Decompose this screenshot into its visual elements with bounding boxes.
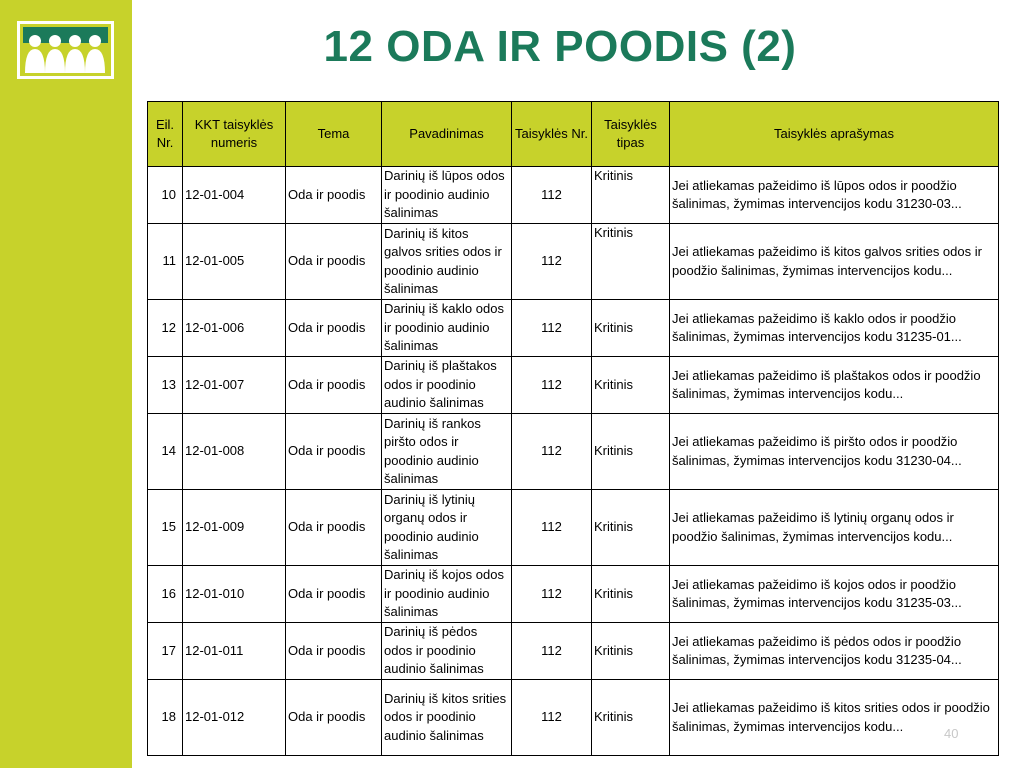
cell-rule-type: Kritinis <box>592 680 670 756</box>
cell-description: Jei atliekamas pažeidimo iš pėdos odos ir poodžio šalinimas, žymimas intervencijos kodu 31235-04... <box>670 623 999 680</box>
cell-pavadinimas: Darinių iš rankos piršto odos ir poodinio audinio šalinimas <box>382 414 512 490</box>
cell-rule-nr: 112 <box>512 623 592 680</box>
cell-eil: 16 <box>148 566 183 623</box>
header-rule-description: Taisyklės aprašymas <box>670 102 999 167</box>
table-row <box>148 414 999 490</box>
cell-kkt: 12-01-009 <box>183 490 286 566</box>
cell-tema: Oda ir poodis <box>286 357 382 414</box>
cell-rule-nr: 112 <box>512 357 592 414</box>
page-number: 40 <box>944 726 959 741</box>
cell-eil: 12 <box>148 300 183 357</box>
cell-rule-nr: 112 <box>512 414 592 490</box>
cell-eil: 15 <box>148 490 183 566</box>
cell-rule-type: Kritinis <box>592 623 670 680</box>
header-tema: Tema <box>286 102 382 167</box>
cell-kkt: 12-01-008 <box>183 414 286 490</box>
cell-eil: 14 <box>148 414 183 490</box>
cell-pavadinimas: Darinių iš kitos srities odos ir poodinio audinio šalinimas <box>382 680 512 756</box>
cell-pavadinimas: Darinių iš kitos galvos srities odos ir poodinio audinio šalinimas <box>382 224 512 300</box>
header-eil-nr: Eil. Nr. <box>148 102 183 167</box>
cell-rule-nr: 112 <box>512 224 592 300</box>
cell-eil: 11 <box>148 224 183 300</box>
cell-kkt: 12-01-005 <box>183 224 286 300</box>
cell-pavadinimas: Darinių iš pėdos odos ir poodinio audinio šalinimas <box>382 623 512 680</box>
cell-tema: Oda ir poodis <box>286 300 382 357</box>
cell-rule-nr: 112 <box>512 490 592 566</box>
cell-rule-type: Kritinis <box>592 300 670 357</box>
cell-rule-nr: 112 <box>512 167 592 224</box>
cell-rule-type: Kritinis <box>592 566 670 623</box>
cell-pavadinimas: Darinių iš kaklo odos ir poodinio audinio šalinimas <box>382 300 512 357</box>
people-group-icon <box>23 27 108 73</box>
header-kkt-number: KKT taisyklės numeris <box>183 102 286 167</box>
table-row <box>148 224 999 300</box>
cell-description: Jei atliekamas pažeidimo iš kaklo odos ir poodžio šalinimas, žymimas intervencijos kodu 31235-01... <box>670 300 999 357</box>
cell-description: Jei atliekamas pažeidimo iš kitos srities odos ir poodžio šalinimas, žymimas intervencijos kodu... <box>670 680 999 756</box>
cell-rule-type: Kritinis <box>592 167 670 224</box>
cell-eil: 17 <box>148 623 183 680</box>
cell-tema: Oda ir poodis <box>286 224 382 300</box>
page-title: 12 ODA IR POODIS (2) <box>323 22 797 71</box>
cell-kkt: 12-01-004 <box>183 167 286 224</box>
cell-tema: Oda ir poodis <box>286 623 382 680</box>
cell-kkt: 12-01-010 <box>183 566 286 623</box>
table-header-row <box>148 102 999 167</box>
cell-rule-type: Kritinis <box>592 357 670 414</box>
cell-description: Jei atliekamas pažeidimo iš kojos odos ir poodžio šalinimas, žymimas intervencijos kodu 31235-03... <box>670 566 999 623</box>
table-row <box>148 300 999 357</box>
cell-tema: Oda ir poodis <box>286 414 382 490</box>
cell-tema: Oda ir poodis <box>286 490 382 566</box>
table-row <box>148 623 999 680</box>
cell-rule-nr: 112 <box>512 300 592 357</box>
cell-description: Jei atliekamas pažeidimo iš lytinių organų odos ir poodžio šalinimas, žymimas intervencijos kodu... <box>670 490 999 566</box>
cell-eil: 10 <box>148 167 183 224</box>
cell-description: Jei atliekamas pažeidimo iš lūpos odos ir poodžio šalinimas, žymimas intervencijos kodu 31230-03... <box>670 167 999 224</box>
cell-rule-type: Kritinis <box>592 490 670 566</box>
logo <box>17 21 114 79</box>
cell-rule-type: Kritinis <box>592 414 670 490</box>
table-row <box>148 490 999 566</box>
cell-pavadinimas: Darinių iš lytinių organų odos ir poodinio audinio šalinimas <box>382 490 512 566</box>
cell-tema: Oda ir poodis <box>286 566 382 623</box>
cell-kkt: 12-01-011 <box>183 623 286 680</box>
cell-pavadinimas: Darinių iš plaštakos odos ir poodinio audinio šalinimas <box>382 357 512 414</box>
header-rule-type: Taisyklės tipas <box>592 102 670 167</box>
cell-pavadinimas: Darinių iš lūpos odos ir poodinio audinio šalinimas <box>382 167 512 224</box>
cell-eil: 18 <box>148 680 183 756</box>
cell-pavadinimas: Darinių iš kojos odos ir poodinio audinio šalinimas <box>382 566 512 623</box>
cell-rule-type: Kritinis <box>592 224 670 300</box>
cell-kkt: 12-01-006 <box>183 300 286 357</box>
cell-rule-nr: 112 <box>512 680 592 756</box>
cell-rule-nr: 112 <box>512 566 592 623</box>
cell-description: Jei atliekamas pažeidimo iš piršto odos ir poodžio šalinimas, žymimas intervencijos kodu 31230-04... <box>670 414 999 490</box>
cell-tema: Oda ir poodis <box>286 167 382 224</box>
cell-eil: 13 <box>148 357 183 414</box>
rules-table <box>147 101 999 756</box>
cell-description: Jei atliekamas pažeidimo iš kitos galvos srities odos ir poodžio šalinimas, žymimas intervencijos kodu... <box>670 224 999 300</box>
table-row <box>148 680 999 756</box>
table-row <box>148 357 999 414</box>
header-rule-nr: Taisyklės Nr. <box>512 102 592 167</box>
cell-kkt: 12-01-007 <box>183 357 286 414</box>
table-row <box>148 167 999 224</box>
cell-kkt: 12-01-012 <box>183 680 286 756</box>
table-row <box>148 566 999 623</box>
sidebar-band <box>0 0 132 768</box>
header-pavadinimas: Pavadinimas <box>382 102 512 167</box>
cell-description: Jei atliekamas pažeidimo iš plaštakos odos ir poodžio šalinimas, žymimas intervencijos kodu... <box>670 357 999 414</box>
cell-tema: Oda ir poodis <box>286 680 382 756</box>
